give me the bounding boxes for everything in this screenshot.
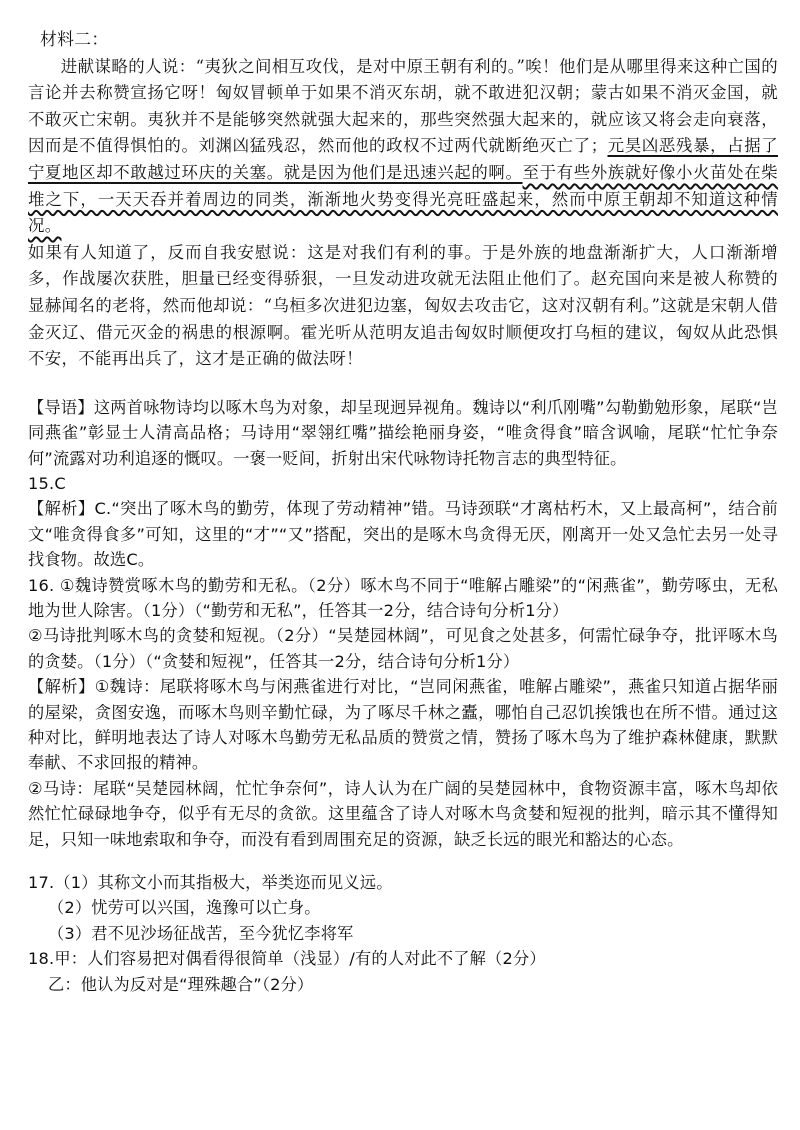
material-text-underlined: 元昊凶恶残暴，占据了宁夏地区却不敢越过环庆的关塞。就是因为他们是迅速兴起的啊。 — [28, 136, 778, 182]
q18-line-1: 18.甲：人们容易把对偶看得很简单（浅显）/有的人对此不了解（2分） — [28, 949, 546, 969]
answer-section — [28, 395, 778, 997]
scanned-material-section — [28, 26, 778, 373]
q18-line-2: 乙：他认为反对是“理殊趣合”（2分） — [48, 974, 314, 994]
q17-line-2: （2）忧劳可以兴国，逸豫可以亡身。 — [48, 898, 321, 918]
q17-answers — [28, 870, 778, 946]
section-gap — [28, 852, 778, 870]
q18-answers — [28, 946, 778, 997]
q17-line-1: 17.（1）其称文小而其指极大，举类迩而见义远。 — [28, 873, 393, 893]
material-text-plain: 进献谋略的人说：“夷狄之间相互攻伐，是对中原王朝有利的。”唉！他们是从哪里得来这种亡国的言论并去称赞宣扬它呀！匈奴冒顿单于如果不消灭东胡，就不敢进犯汉朝；蒙古如果不消灭金国，就不敢灭亡宋朝。夷狄并不是能够突然就强大起来的，那些突然强大起来的，就应该又将会走向衰落，因而是不值得惧怕的。刘渊凶猛残忍，然而他的政权不过两代就断绝灭亡了； — [28, 56, 778, 156]
q17-line-3: （3）君不见沙场征战苦，至今犹忆李将军 — [48, 923, 354, 943]
guide-paragraph: 【导语】这两首咏物诗均以啄木鸟为对象，却呈现迥异视角。魏诗以“利爪刚嘴”勾勒勤勉形象，尾联“岂同燕雀”彰显士人清高品格；马诗用“翠翎红嘴”描绘艳丽身姿，“唯贪得食”暗含讽喻，尾联“忙忙争奈何”流露对功利追逐的慨叹。一褒一贬间，折射出宋代咏物诗托物言志的典型特征。 — [28, 397, 778, 468]
q16-answer-item-2: ②马诗批判啄木鸟的贪婪和短视。（2分）“吴楚园林阔”，可见食之处甚多，何需忙碌争夺，批评啄木鸟的贪婪。（1分）（“贪婪和短视”，任答其一2分，结合诗句分析1分） — [28, 626, 778, 671]
q16-analysis-2: ②马诗：尾联“吴楚园林阔，忙忙争奈何”，诗人认为在广阔的吴楚园林中，食物资源丰富，啄木鸟却依然忙忙碌碌地争夺，似乎有无尽的贪欲。这里蕴含了诗人对啄木鸟贪婪和短视的批判，暗示其不懂得知足，只知一味地索取和争夺，而没有看到周围充足的资源，缺乏长远的眼光和豁达的心态。 — [28, 778, 778, 849]
q15-answer: 15.C — [28, 473, 66, 493]
material-title: 材料二： — [40, 29, 109, 49]
q15-analysis: 【解析】C.“突出了啄木鸟的勤劳，体现了劳动精神”错。马诗颈联“才离枯朽木，又上最高柯”，结合前文“唯贪得食多”可知，这里的“才”“又”搭配，突出的是啄木鸟贪得无厌，刚离开一处又急忙去另一处寻找食物。故选C。 — [28, 499, 778, 570]
q16-analysis-1: 【解析】①魏诗：尾联将啄木鸟与闲燕雀进行对比，“岂同闲燕雀，唯解占雕梁”，燕雀只知道占据华丽的屋梁，贪图安逸，而啄木鸟则辛勤忙碌，为了啄尽千林之蠹，哪怕自己忍饥挨饿也在所不惜。通过这种对比，鲜明地表达了诗人对啄木鸟勤劳无私品质的赞赏之情，赞扬了啄木鸟为了维护森林健康，默默奉献、不求回报的精神。 — [28, 677, 778, 773]
material-paragraph — [28, 54, 778, 373]
q16-answer-item-1: 16. ①魏诗赞赏啄木鸟的勤劳和无私。（2分）啄木鸟不同于“唯解占雕梁”的“闲燕雀”，勤劳啄虫，无私地为世人除害。（1分）（“勤劳和无私”，任答其一2分，结合诗句分析1分） — [28, 575, 778, 620]
material-text-wavy-underlined: 至于有些外族就好像小火苗处在柴堆之下，一天天吞并着周边的同类，渐渐地火势变得光亮旺盛起来，然而中原王朝却不知道这种情况。 — [28, 162, 779, 236]
material-text-continued: 如果有人知道了，反而自我安慰说：这是对我们有利的事。于是外族的地盘渐渐扩大，人口渐渐增多，作战屡次获胜，胆量已经变得骄狠，一旦发动进攻就无法阻止他们了。赵充国向来是被人称赞的显赫闻名的老将，然而他却说：“乌桓多次进犯边塞，匈奴去攻击它，这对汉朝有利。”这就是宋朝人借金灭辽、借元灭金的祸患的根源啊。霍光听从范明友追击匈奴时顺便攻打乌桓的建议，匈奴从此恐惧不安，不能再出兵了，这才是正确的做法呀！ — [28, 242, 778, 369]
